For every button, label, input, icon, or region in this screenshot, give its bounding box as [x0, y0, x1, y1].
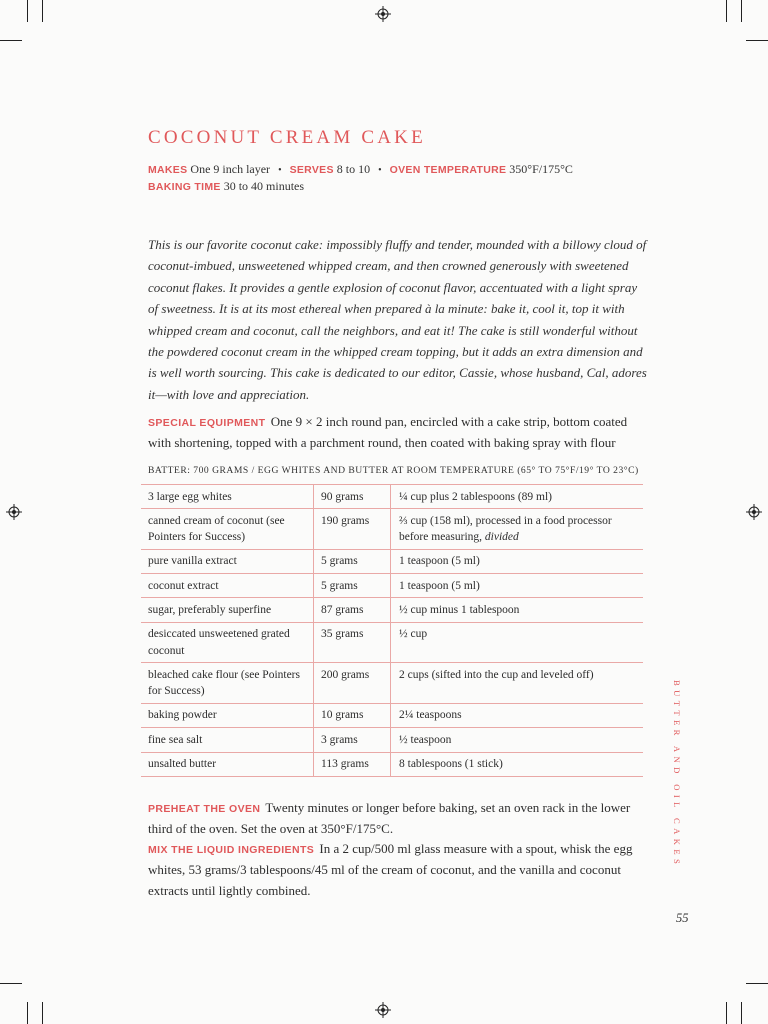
ingredient-name-text: canned cream of coconut (see Pointers for Success) — [148, 514, 285, 544]
table-row — [141, 598, 643, 622]
ingredient-name — [141, 622, 314, 663]
ingredient-volume — [391, 485, 644, 509]
step-text: Twenty minutes or longer before baking, set an oven rack in the lower third of the oven. Set the oven at 350°F/175°C. — [148, 800, 631, 837]
crop-mark — [42, 0, 43, 22]
ingredient-name — [141, 485, 314, 509]
ingredient-name-text: 3 large egg whites — [148, 490, 232, 503]
registration-mark-icon — [6, 504, 22, 520]
ingredient-volume — [391, 549, 644, 573]
baking-time-value: 30 to 40 minutes — [223, 179, 305, 193]
ingredient-name-text: pure vanilla extract — [148, 555, 237, 568]
crop-mark — [0, 40, 22, 41]
ingredient-volume — [391, 509, 644, 550]
ingredient-weight-text: 87 grams — [321, 603, 364, 616]
ingredient-weight — [314, 574, 391, 598]
serves-value: 8 to 10 — [336, 162, 371, 176]
table-row — [141, 752, 643, 776]
recipe-meta-line-2 — [148, 179, 304, 194]
ingredient-volume — [391, 663, 644, 704]
side-running-head-text: BUTTER AND OIL CAKES — [672, 680, 682, 869]
table-row — [141, 663, 643, 704]
ingredient-volume — [391, 598, 644, 622]
bullet-separator: • — [278, 165, 282, 176]
ingredient-weight-text: 10 grams — [321, 709, 364, 722]
ingredient-weight-text: 190 grams — [321, 514, 370, 527]
ingredient-table — [141, 484, 643, 777]
page-number: 55 — [676, 911, 689, 925]
ingredient-name — [141, 703, 314, 727]
ingredient-volume-text: 8 tablespoons (1 stick) — [399, 758, 503, 771]
ingredient-weight — [314, 622, 391, 663]
crop-mark — [746, 40, 768, 41]
ingredient-weight-text: 90 grams — [321, 490, 364, 503]
crop-mark — [0, 983, 22, 984]
registration-mark-icon — [375, 6, 391, 22]
ingredient-name-text: fine sea salt — [148, 733, 203, 746]
registration-mark-icon — [746, 504, 762, 520]
registration-mark-icon — [375, 1002, 391, 1018]
ingredient-name-text: baking powder — [148, 709, 217, 722]
ingredient-volume-emphasis: divided — [484, 531, 519, 544]
table-row — [141, 728, 643, 752]
ingredient-name — [141, 509, 314, 550]
side-running-head — [672, 680, 692, 869]
ingredient-name — [141, 549, 314, 573]
ingredient-weight — [314, 752, 391, 776]
baking-time-label: BAKING TIME — [148, 181, 221, 193]
ingredient-volume-text: ⅔ cup (158 ml), processed in a food processor before measuring, — [399, 514, 612, 544]
ingredient-weight — [314, 663, 391, 704]
step-mix-liquid — [148, 839, 648, 901]
intro-paragraph: This is our favorite coconut cake: impossibly fluffy and tender, mounded with a billowy cloud of coconut-imbued, unsweetened whipped cream, and then crowned generously with sweetened coconut flakes. It provides a gentle explosion of coconut flavor, accentuated with a light spray of sweetness. It is at its most ethereal when prepared à la minute: bake it, cool it, top it with whipped cream and coconut, call the neighbors, and eat it! The cake is still wonderful without the powdered coconut cream in the whipped cream topping, but it adds an extra dimension and is well worth sourcing. This cake is dedicated to our editor, Cassie, whose husband, Cal, adores it—with love and appreciation. — [148, 237, 647, 402]
ingredient-name-text: sugar, preferably superfine — [148, 603, 272, 616]
special-equipment — [148, 412, 648, 454]
ingredient-name — [141, 663, 314, 704]
ingredient-weight-text: 200 grams — [321, 668, 370, 681]
ingredient-name — [141, 728, 314, 752]
special-equipment-text: One 9 × 2 inch round pan, encircled with a cake strip, bottom coated with shortening, topped with a parchment round, then coated with baking spray with flour — [148, 414, 628, 451]
ingredient-name-text: bleached cake flour (see Pointers for Success) — [148, 668, 300, 698]
oven-temp-label: OVEN TEMPERATURE — [389, 164, 507, 176]
ingredient-volume-text: ½ teaspoon — [399, 733, 452, 746]
ingredient-weight — [314, 509, 391, 550]
ingredient-weight — [314, 485, 391, 509]
crop-mark — [746, 983, 768, 984]
table-row — [141, 509, 643, 550]
table-heading: BATTER: 700 GRAMS / EGG WHITES AND BUTTER AT ROOM TEMPERATURE (65° TO 75°F/19° TO 23°C) — [148, 465, 639, 476]
step-preheat — [148, 798, 648, 840]
ingredient-weight-text: 3 grams — [321, 733, 358, 746]
ingredient-volume-text: ¼ cup plus 2 tablespoons (89 ml) — [399, 490, 552, 503]
ingredient-name-text: unsalted butter — [148, 758, 217, 771]
special-equipment-label: SPECIAL EQUIPMENT — [148, 417, 266, 429]
table-row — [141, 574, 643, 598]
ingredient-volume-text: 1 teaspoon (5 ml) — [399, 579, 480, 592]
ingredient-weight — [314, 549, 391, 573]
recipe-meta-line-1 — [148, 162, 573, 177]
crop-mark — [42, 1002, 43, 1024]
ingredient-volume — [391, 574, 644, 598]
ingredient-name — [141, 752, 314, 776]
ingredient-weight-text: 113 grams — [321, 758, 369, 771]
ingredient-volume-text: 1 teaspoon (5 ml) — [399, 555, 480, 568]
crop-mark — [741, 0, 742, 22]
ingredient-weight — [314, 703, 391, 727]
ingredient-volume-text: ½ cup — [399, 628, 428, 641]
bullet-separator: • — [378, 165, 382, 176]
serves-label: SERVES — [289, 164, 334, 176]
crop-mark — [726, 1002, 727, 1024]
step-label: MIX THE LIQUID INGREDIENTS — [148, 844, 315, 856]
makes-value: One 9 inch layer — [190, 162, 271, 176]
table-row — [141, 703, 643, 727]
table-row — [141, 485, 643, 509]
ingredient-weight — [314, 598, 391, 622]
ingredient-volume — [391, 752, 644, 776]
ingredient-volume — [391, 622, 644, 663]
ingredient-volume — [391, 728, 644, 752]
crop-mark — [27, 0, 28, 22]
step-label: PREHEAT THE OVEN — [148, 803, 261, 815]
ingredient-name — [141, 598, 314, 622]
ingredient-name-text: coconut extract — [148, 579, 219, 592]
step-text: In a 2 cup/500 ml glass measure with a spout, whisk the egg whites, 53 grams/3 tablespoons/45 ml of the cream of coconut, and the vanilla and coconut extracts until lightly combined. — [148, 841, 633, 898]
ingredient-weight — [314, 728, 391, 752]
ingredient-weight-text: 5 grams — [321, 579, 358, 592]
crop-mark — [741, 1002, 742, 1024]
ingredient-volume-text: 2¼ teaspoons — [399, 709, 462, 722]
ingredient-name-text: desiccated unsweetened grated coconut — [148, 628, 290, 657]
ingredient-volume-text: ½ cup minus 1 tablespoon — [399, 603, 520, 616]
crop-mark — [27, 1002, 28, 1024]
ingredient-volume-text: 2 cups (sifted into the cup and leveled off) — [399, 668, 594, 681]
table-row — [141, 622, 643, 663]
crop-mark — [726, 0, 727, 22]
makes-label: MAKES — [148, 164, 188, 176]
ingredient-volume — [391, 703, 644, 727]
table-row — [141, 549, 643, 573]
ingredient-weight-text: 5 grams — [321, 555, 358, 568]
oven-temp-value: 350°F/175°C — [509, 162, 573, 176]
recipe-title: COCONUT CREAM CAKE — [148, 127, 426, 148]
ingredient-name — [141, 574, 314, 598]
ingredient-weight-text: 35 grams — [321, 628, 364, 641]
